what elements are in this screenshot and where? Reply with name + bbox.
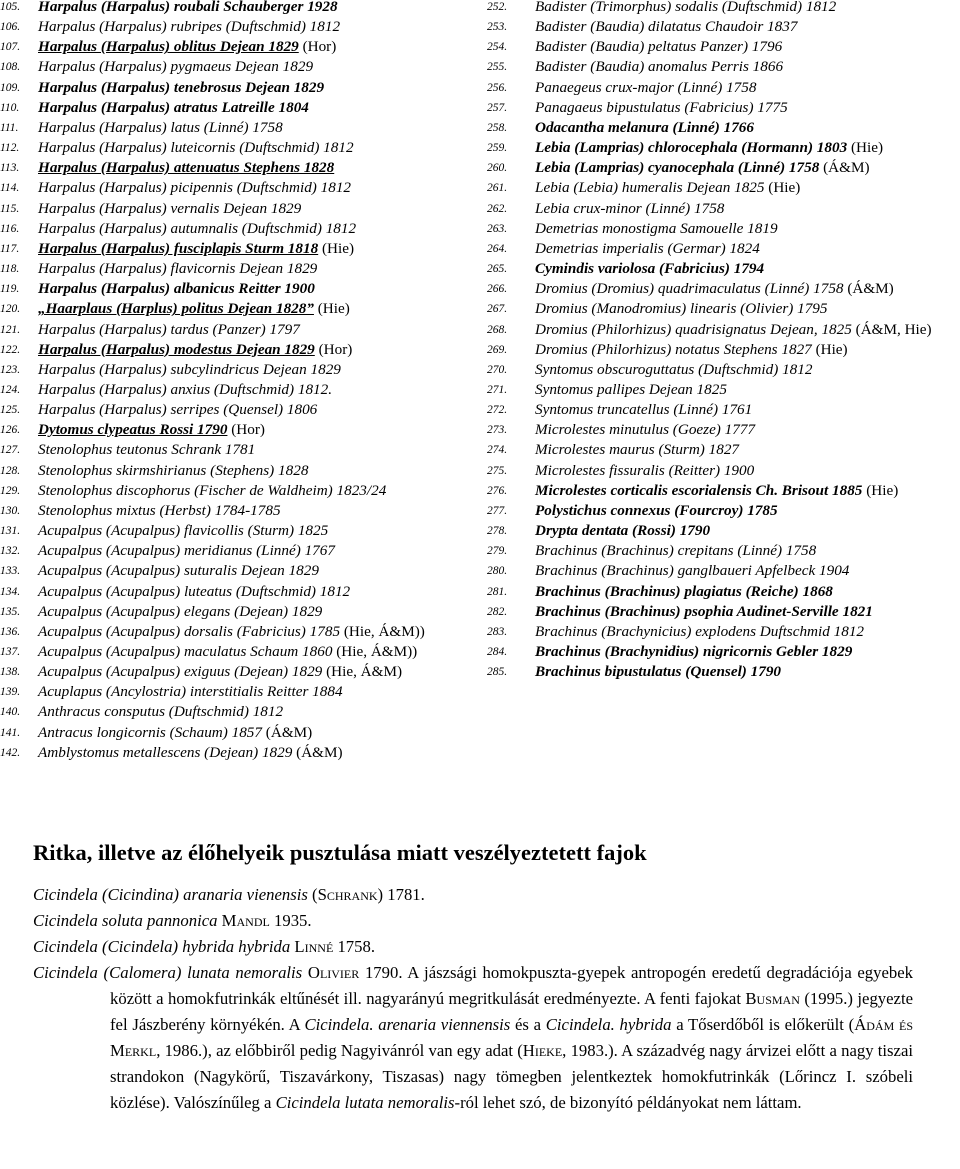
entry-species-name: Panaegeus crux-major (Linné) 1758 [535,78,757,96]
entry-species-name: „Haarplaus (Harplus) politus Dejean 1828” [38,300,314,318]
species-entry [0,37,488,57]
species-entry [487,138,960,158]
entry-species-name: Harpalus (Harpalus) albanicus Reitter 1900 [38,280,315,298]
entry-species-name: Badister (Baudia) anomalus Perris 1866 [535,58,784,76]
entry-number: 115. [0,202,20,215]
entry-species-name: Demetrias imperialis (Germar) 1824 [535,239,760,257]
entry-number: 136. [0,625,21,638]
species-entry [0,0,488,17]
entry-number: 260. [487,162,508,175]
entry-species-name: Acupalpus (Acupalpus) luteatus (Duftschmid) 1812 [38,582,351,600]
entry-number: 123. [0,363,21,376]
entry-number: 132. [0,545,21,558]
entry-number: 264. [487,242,508,255]
entry-number: 129. [0,484,21,497]
entry-source-note: (Hie, Á&M) [322,663,403,681]
entry-number: 279. [487,545,508,558]
entry-species-name: Drypta dentata (Rossi) 1790 [535,522,711,540]
entry-number: 107. [0,41,21,54]
species-entry [487,360,960,380]
section-heading: Ritka, illetve az élőhelyeik pusztulása miatt veszélyeztetett fajok [33,840,647,865]
entry-number: 106. [0,21,21,34]
entry-species-name: Harpalus (Harpalus) anxius (Duftschmid) 1812. [38,380,333,398]
entry-number: 117. [0,242,20,255]
species-entry [487,561,960,581]
species-entry [0,723,488,743]
right-species-list [487,0,960,682]
entry-species-name: Harpalus (Harpalus) attenuatus Stephens 1828 [38,159,335,177]
entry-number: 254. [487,41,508,54]
species-entry [487,0,960,17]
species-entry [487,461,960,481]
entry-species-name: Harpalus (Harpalus) atratus Latreille 1804 [38,98,309,116]
entry-species-name: Acupalpus (Acupalpus) meridianus (Linné) 1767 [38,542,335,560]
entry-species-name: Acupalpus (Acupalpus) flavicollis (Sturm) 1825 [38,522,329,540]
entry-number: 278. [487,525,508,538]
entry-species-name: Badister (Trimorphus) sodalis (Duftschmid) 1812 [535,0,837,15]
entry-species-name: Dytomus clypeatus Rossi 1790 [38,421,228,439]
entry-source-note: (Á&M, [851,320,901,338]
species-entry [0,541,488,561]
entry-source-note: (Hie) [318,239,355,257]
left-species-list [0,0,488,763]
entry-species-name: Harpalus (Harpalus) rubripes (Duftschmid) 1812 [38,18,341,36]
species-entry [487,279,960,299]
entry-species-name: Polystichus connexus (Fourcroy) 1785 [535,501,778,519]
entry-number: 284. [487,646,508,658]
entry-species-name: Microlestes minutulus (Goeze) 1777 [535,421,756,439]
entry-species-name: Anthracus consputus (Duftschmid) 1812 [38,703,284,721]
entry-species-name: Dromius (Philorhizus) quadrisignatus Dejean, 1825 [535,320,852,338]
entry-species-name: Lebia (Lebia) humeralis Dejean 1825 [535,179,765,197]
species-entry [0,360,488,380]
entry-species-name: Harpalus (Harpalus) vernalis Dejean 1829 [38,199,302,217]
entry-species-name: Brachinus bipustulatus (Quensel) 1790 [535,663,782,681]
entry-number: 256. [487,81,508,94]
entry-species-name: Harpalus (Harpalus) autumnalis (Duftschmid) 1812 [38,219,357,237]
entry-number: 124. [0,383,21,396]
entry-number: 258. [487,121,508,134]
species-entry [487,259,960,279]
entry-number: 140. [0,706,21,719]
entry-number: 269. [487,343,508,356]
entry-species-name: Lebia crux-minor (Linné) 1758 [535,199,725,217]
entry-species-name: Microlestes corticalis escorialensis Ch. Brisout 1885 [535,481,863,499]
species-entry [487,440,960,460]
entry-number: 137. [0,646,21,658]
entry-number: 139. [0,686,21,699]
entry-species-name: Demetrias monostigma Samouelle 1819 [535,219,778,237]
entry-number: 259. [487,142,508,155]
entry-number: 271. [487,383,508,396]
species-entry [487,299,960,319]
entry-source-note: (Hie) [764,179,801,197]
entry-number: 255. [487,61,508,74]
entry-number: 280. [487,565,508,578]
species-entry [0,219,488,239]
species-entry [487,400,960,420]
entry-species-name: Acupalpus (Acupalpus) exiguus (Dejean) 1829 [38,663,323,681]
entry-species-name: Harpalus (Harpalus) picipennis (Duftschmid) 1812 [38,179,352,197]
entry-number: 131. [0,525,21,538]
entry-number: 270. [487,363,508,376]
species-entry [0,561,488,581]
entry-species-name: Harpalus (Harpalus) flavicornis Dejean 1829 [38,260,318,278]
species-entry [487,642,960,662]
entry-number: 266. [487,283,508,296]
species-entry [0,78,488,98]
endangered-section [33,838,913,1116]
species-entry [0,259,488,279]
species-entry [487,57,960,77]
entry-number: 281. [487,585,508,598]
entry-number: 274. [487,444,508,457]
species-entry [487,178,960,198]
entry-species-name: Harpalus (Harpalus) modestus Dejean 1829 [38,340,315,358]
entry-species-name: Acupalpus (Acupalpus) dorsalis (Fabricius) 1785 [38,622,341,640]
species-entry [487,78,960,98]
species-entry [0,340,488,360]
entry-species-name: Panagaeus bipustulatus (Fabricius) 1775 [535,98,788,116]
entry-number: 134. [0,585,21,598]
entry-source-note-continued: Hie) [904,320,932,338]
entry-source-note: (Hor) [227,421,265,439]
species-entry [0,642,488,662]
species-entry [0,178,488,198]
entry-species-name: Harpalus (Harpalus) oblitus Dejean 1829 [38,38,299,56]
entry-source-note: (Hie) [862,481,899,499]
species-entry [487,158,960,178]
entry-species-name: Syntomus truncatellus (Linné) 1761 [535,401,753,419]
entry-number: 133. [0,565,21,578]
entry-species-name: Brachinus (Brachinus) crepitans (Linné) 1758 [535,542,817,560]
entry-number: 283. [487,625,508,638]
entry-species-name: Harpalus (Harpalus) subcylindricus Dejean 1829 [38,360,341,378]
entry-number: 112. [0,142,20,155]
entry-species-name: Stenolophus discophorus (Fischer de Waldheim) 1823/24 [38,481,387,499]
entry-species-name: Cymindis variolosa (Fabricius) 1794 [535,260,765,278]
entry-number: 267. [487,303,508,316]
species-entry [0,158,488,178]
entry-number: 273. [487,424,508,437]
entry-number: 128. [0,464,21,477]
species-entry [487,521,960,541]
entry-number: 265. [487,263,508,276]
species-entry [0,682,488,702]
entry-species-name: Syntomus pallipes Dejean 1825 [535,380,727,398]
entry-source-note: (Hie, Á&M)) [332,643,418,660]
entry-species-name: Dromius (Manodromius) linearis (Olivier) 1795 [535,300,828,318]
entry-species-name: Brachinus (Brachynicius) explodens Duftschmid 1812 [535,622,865,640]
entry-species-name: Acupalpus (Acupalpus) maculatus Schaum 1860 [38,643,333,660]
entry-number: 108. [0,61,21,74]
entry-source-note: (Hie) [313,300,350,318]
species-entry [487,622,960,642]
entry-number: 113. [0,162,20,175]
entry-species-name: Harpalus (Harpalus) roubali Schauberger 1928 [38,0,338,15]
entry-species-name: Lebia (Lamprias) chlorocephala (Hormann) 1803 [535,139,848,157]
species-entry [0,320,488,340]
species-line: Cicindela (Cicindela) hybrida hybrida Linné 1758. [33,937,375,956]
entry-number: 122. [0,343,21,356]
species-entry [487,662,960,682]
entry-number: 257. [487,101,508,114]
entry-number: 127. [0,444,21,457]
entry-number: 121. [0,323,21,336]
species-entry [0,420,488,440]
entry-species-name: Lebia (Lamprias) cyanocephala (Linné) 1758 [535,159,820,177]
entry-number: 130. [0,504,21,517]
species-entry [0,279,488,299]
species-entry [487,541,960,561]
species-entry [0,501,488,521]
species-entry [0,440,488,460]
entry-number: 253. [487,21,508,34]
entry-species-name: Odacantha melanura (Linné) 1766 [535,118,754,136]
body-paragraph: Cicindela (Calomera) lunata nemoralis Olivier 1790. A jászsági homokpuszta-gyepek antropogén eredetű degradációja egyebek között a homokfutrinkák eltűnését ill. nagyarányú megritkulását eredményezte. A fenti fajokat Busman (1995.) jegyezte fel Jászberény környékén. A Cicindela. arenaria viennensis és a Cicindela. hybrida a Tőserdőből is előkerült (Ádám és Merkl, 1986.), az előbbiről pedig Nagyivánról van egy adat (Hieke, 1983.). A századvég nagy árvizei előtt a nagy tiszai strandokon (Nagykörű, Tiszavárkony, Tiszasas) nagy tömegben jelentkeztek homokfutrinkák (Lőrincz I. szóbeli közlése). Valószínűleg a Cicindela lutata nemoralis-ról lehet szó, de bizonyító példányokat nem láttam. [33,963,914,1112]
entry-species-name: Badister (Baudia) peltatus Panzer) 1796 [535,38,783,56]
entry-species-name: Harpalus (Harpalus) latus (Linné) 1758 [38,118,283,136]
entry-species-name: Dromius (Dromius) quadrimaculatus (Linné) 1758 [535,280,844,298]
entry-number: 118. [0,263,20,276]
entry-species-name: Badister (Baudia) dilatatus Chaudoir 1837 [535,18,798,36]
entry-number: 268. [487,323,508,336]
entry-number: 276. [487,484,508,497]
entry-species-name: Harpalus (Harpalus) fusciplapis Sturm 1818 [38,239,319,257]
entry-source-note: (Á&M) [819,159,870,177]
entry-species-name: Acupalpus (Acupalpus) suturalis Dejean 1829 [38,562,319,580]
species-entry [0,17,488,37]
entry-number: 261. [487,182,508,195]
species-entry [487,481,960,501]
entry-number: 142. [0,746,21,759]
entry-source-note: (Á&M) [262,723,313,741]
species-entry [487,420,960,440]
entry-species-name: Amblystomus metallescens (Dejean) 1829 [38,743,293,761]
entry-number: 272. [487,404,508,417]
entry-source-note: (Á&M) [292,743,343,761]
entry-species-name: Stenolophus mixtus (Herbst) 1784-1785 [38,501,281,519]
species-entry [487,320,960,340]
entry-number: 110. [0,101,20,114]
entry-species-name: Stenolophus skirmshirianus (Stephens) 1828 [38,461,309,479]
species-entry [487,582,960,602]
species-entry [0,743,488,763]
entry-number: 114. [0,182,20,195]
entry-species-name: Acuplapus (Ancylostria) interstitialis Reitter 1884 [38,683,343,701]
entry-number: 116. [0,222,20,235]
species-entry [487,239,960,259]
entry-number: 282. [487,605,508,618]
species-entry [487,602,960,622]
species-entry [0,138,488,158]
entry-source-note: (Hor) [314,340,353,358]
species-entry [0,299,488,319]
species-entry [487,17,960,37]
species-entry [0,400,488,420]
species-entry [0,57,488,77]
entry-number: 120. [0,303,21,316]
entry-source-note: (Hie, [340,622,375,640]
entry-species-name: Stenolophus teutonus Schrank 1781 [38,441,256,459]
entry-number: 138. [0,666,21,679]
entry-number: 262. [487,202,508,215]
species-entry [0,702,488,722]
entry-species-name: Antracus longicornis (Schaum) 1857 [38,723,262,741]
entry-source-note: (Á&M) [843,280,894,298]
species-entry [0,521,488,541]
species-entry [0,98,488,118]
species-entry [487,37,960,57]
entry-source-note-continued: Á&M)) [378,622,425,640]
entry-number: 277. [487,504,508,517]
species-entry [0,380,488,400]
entry-species-name: Harpalus (Harpalus) tardus (Panzer) 1797 [38,320,300,338]
species-entry [0,582,488,602]
entry-species-name: Harpalus (Harpalus) luteicornis (Duftschmid) 1812 [38,139,354,157]
entry-number: 126. [0,424,21,437]
species-entry [0,118,488,138]
entry-number: 109. [0,81,21,94]
entry-species-name: Brachinus (Brachinus) psophia Audinet-Serville 1821 [535,602,873,620]
entry-species-name: Harpalus (Harpalus) tenebrosus Dejean 1829 [38,78,325,96]
entry-number: 285. [487,666,508,679]
entry-species-name: Microlestes maurus (Sturm) 1827 [535,441,740,459]
entry-number: 105. [0,1,21,13]
entry-number: 141. [0,726,21,739]
species-entry [487,219,960,239]
species-entry [0,662,488,682]
species-entry [487,199,960,219]
species-entry [487,98,960,118]
entry-species-name: Acupalpus (Acupalpus) elegans (Dejean) 1829 [38,602,323,620]
entry-number: 111. [0,121,19,134]
entry-species-name: Microlestes fissuralis (Reitter) 1900 [535,461,755,479]
species-entry [0,239,488,259]
species-entry [487,340,960,360]
entry-number: 252. [487,1,508,13]
species-line: Cicindela soluta pannonica Mandl 1935. [33,911,312,930]
species-entry [0,602,488,622]
species-entry [0,481,488,501]
entry-species-name: Syntomus obscuroguttatus (Duftschmid) 1812 [535,360,813,378]
species-entry [487,501,960,521]
entry-number: 263. [487,222,508,235]
entry-number: 119. [0,283,20,296]
species-entry [0,199,488,219]
entry-species-name: Dromius (Philorhizus) notatus Stephens 1827 [535,340,812,358]
entry-species-name: Harpalus (Harpalus) pygmaeus Dejean 1829 [38,58,314,76]
entry-number: 135. [0,605,21,618]
species-line: Cicindela (Cicindina) aranaria vienensis (Schrank) 1781. [33,885,425,904]
entry-source-note: (Hor) [298,38,337,56]
entry-source-note: (Hie) [847,139,884,157]
entry-species-name: Brachinus (Brachynidius) nigricornis Gebler 1829 [535,643,853,660]
species-entry [0,622,488,642]
entry-species-name: Brachinus (Brachinus) ganglbaueri Apfelbeck 1904 [535,562,850,580]
entry-species-name: Harpalus (Harpalus) serripes (Quensel) 1806 [38,401,318,419]
species-entry [487,118,960,138]
entry-source-note: (Hie) [811,340,848,358]
entry-number: 125. [0,404,21,417]
species-entry [0,461,488,481]
species-entry [487,380,960,400]
entry-species-name: Brachinus (Brachinus) plagiatus (Reiche) 1868 [535,582,833,600]
entry-number: 275. [487,464,508,477]
